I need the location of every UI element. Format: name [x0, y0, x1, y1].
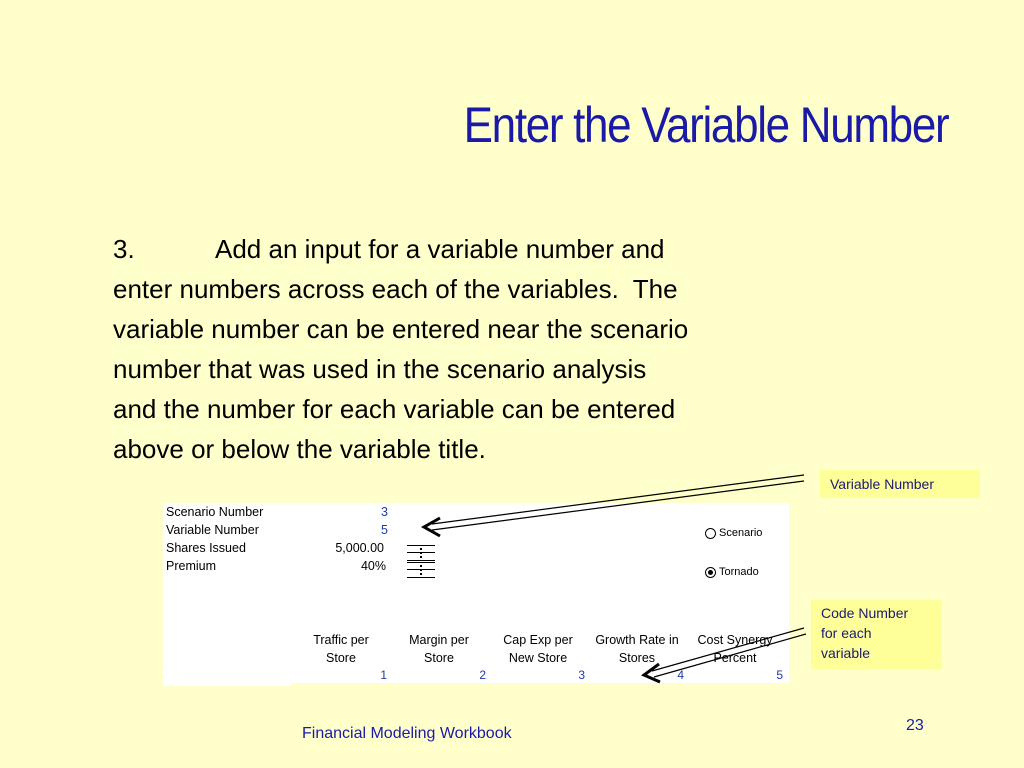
spreadsheet-main-area: [291, 503, 789, 683]
list-number: 3.: [113, 234, 135, 264]
premium-spinner[interactable]: [407, 562, 435, 578]
variable-header-cost-synergy: Cost Synergy Percent: [697, 633, 773, 665]
row-label-variable-number: Variable Number: [166, 523, 259, 537]
variable-code-3[interactable]: 3: [578, 668, 585, 682]
scenario-option-label: Scenario: [719, 527, 763, 539]
row-label-premium: Premium: [166, 559, 217, 573]
body-line: variable number can be entered near the scenario: [113, 314, 689, 344]
callout-code-number: Code Number for each variable: [811, 600, 942, 669]
callout-variable-number: Variable Number: [820, 470, 980, 498]
variable-header-growth: Growth Rate in Stores: [595, 633, 679, 665]
scenario-number-value[interactable]: 3: [381, 505, 388, 519]
variable-code-5[interactable]: 5: [776, 668, 783, 682]
variable-header-capexp: Cap Exp per New Store: [503, 633, 573, 665]
tornado-option[interactable]: [705, 566, 759, 578]
spreadsheet-label-column: [163, 503, 291, 686]
body-line-1: [113, 229, 893, 269]
variable-code-1[interactable]: 1: [380, 668, 387, 682]
variable-code-2[interactable]: 2: [479, 668, 486, 682]
footer-text: Financial Modeling Workbook: [302, 725, 512, 742]
tornado-option-label: Tornado: [719, 566, 759, 578]
slide-title: Enter the Variable Number: [463, 97, 949, 153]
tornado-radio[interactable]: [705, 567, 716, 578]
variable-number-value[interactable]: 5: [381, 523, 388, 537]
body-line: enter numbers across each of the variables. The: [113, 274, 678, 304]
body-first-line: Add an input for a variable number and: [215, 234, 665, 264]
scenario-radio[interactable]: [705, 528, 716, 539]
variable-code-4[interactable]: 4: [677, 668, 684, 682]
body-text: [113, 229, 893, 469]
shares-spinner[interactable]: [407, 545, 435, 561]
shares-issued-value[interactable]: 5,000.00: [335, 541, 384, 555]
row-label-shares-issued: Shares Issued: [166, 541, 246, 555]
scenario-option[interactable]: [705, 527, 762, 539]
variable-header-margin: Margin per Store: [409, 633, 469, 665]
row-label-scenario-number: Scenario Number: [166, 505, 264, 519]
body-line: and the number for each variable can be entered: [113, 394, 676, 424]
body-line: number that was used in the scenario analysis: [113, 354, 647, 384]
premium-value[interactable]: 40%: [360, 559, 386, 573]
page-number: 23: [906, 717, 924, 734]
body-line: above or below the variable title.: [113, 434, 486, 464]
variable-header-traffic: Traffic per Store: [313, 633, 369, 665]
